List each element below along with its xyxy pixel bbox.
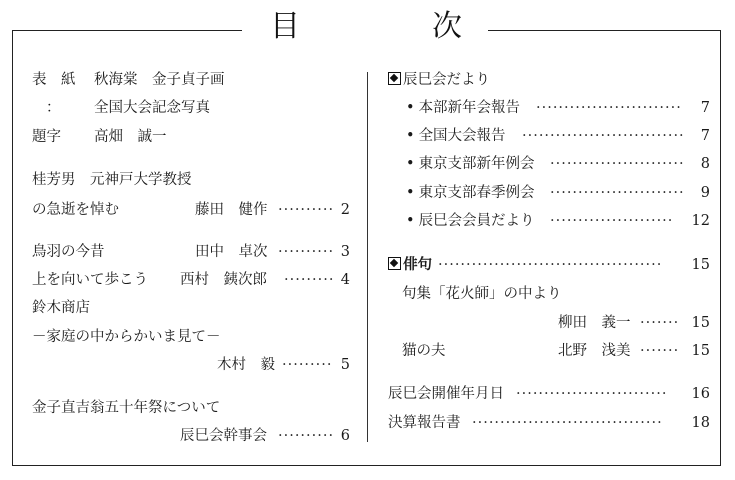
toc-entry [388,255,710,275]
toc-entry [388,126,710,146]
dot-leader: ·························· [536,100,682,116]
section1-item-label: 東京支部春季例会 [418,185,535,201]
dot-leader: ·········· [278,428,335,444]
article4-author: 木村 毅 [217,357,275,373]
title-right-char: 次 [432,9,462,44]
cover-label: 表 紙 [32,72,76,88]
article4-page: 5 [340,357,350,373]
dot-leader: ·································· [472,415,663,431]
toc-entry [388,413,710,433]
bullet-icon: • [406,128,415,144]
article1-title: 桂芳男 元神戸大学教授 [32,172,192,188]
item-dates-page: 16 [691,386,710,402]
section1-item-page: 8 [700,156,710,172]
article5-author: 辰巳会幹事会 [180,428,267,444]
section1-item-page: 9 [700,185,710,201]
article5-title-row [32,398,350,418]
article2-title: 鳥羽の今昔 [32,244,105,260]
calligraphy-label: 題字 [32,129,61,145]
cover-photo-row [32,98,350,118]
diamond-bullet-icon [388,257,401,270]
item-dates: 辰巳会開催年月日 [388,386,504,402]
column-divider [367,72,368,442]
item-accounts-page: 18 [691,415,710,431]
haiku1-title: 句集「花火師」の中より [402,286,562,302]
toc-entry [32,270,350,290]
haiku1-title-row [388,284,710,304]
dot-leader: ········· [282,357,333,373]
section2-title: 俳句 [403,256,432,273]
section2-page: 15 [691,257,710,273]
item-accounts: 決算報告書 [388,415,461,431]
haiku2-title: 猫の夫 [402,343,446,359]
article1-subtitle: の急逝を悼む [32,202,119,218]
dot-leader: ······· [640,343,680,359]
toc-entry [32,355,350,375]
toc-entry [388,313,710,333]
calligraphy-row [32,127,350,147]
article4-title-row [32,298,350,318]
article3-page: 4 [340,272,350,288]
article3-author: 西村 銕次郎 [180,272,267,288]
toc-entry [388,384,710,404]
article1-title-row [32,170,350,190]
haiku1-page: 15 [691,315,710,331]
article1-page: 2 [340,202,350,218]
title-left-char: 目 [270,9,300,44]
dot-leader: ·········· [278,244,335,260]
haiku1-author: 柳田 義一 [558,315,631,331]
dot-leader: ························ [550,185,685,201]
haiku2-page: 15 [691,343,710,359]
toc-entry [388,341,710,361]
article4-subtitle-row [32,327,350,347]
section1-item-label: 辰巳会会員だより [418,213,535,229]
article5-page: 6 [340,428,350,444]
section1-item-label: 東京支部新年例会 [418,156,535,172]
dot-leader: ········· [284,272,335,288]
cover-row [32,70,350,90]
bullet-icon: • [406,100,415,116]
toc-entry [388,98,710,118]
toc-entry [388,154,710,174]
article4-title: 鈴木商店 [32,300,90,316]
calligraphy-author: 高畑 誠一 [94,129,167,145]
toc-entry [388,183,710,203]
dot-leader: ··························· [516,386,668,402]
section1-item-label: 全国大会報告 [418,128,506,144]
bullet-icon: • [406,156,415,172]
section1-header [388,70,710,90]
article2-author: 田中 卓次 [195,244,268,260]
section1-item-page: 7 [700,100,710,116]
haiku2-author: 北野 浅美 [558,343,631,359]
dot-leader: ·········· [278,202,335,218]
cover-colon: ： [46,100,61,116]
section1-title: 辰巳会だより [403,72,490,88]
dot-leader: ····························· [522,128,685,144]
bullet-icon: • [406,185,415,201]
section1-item-page: 7 [700,128,710,144]
article5-title: 金子直吉翁五十年祭について [32,400,221,416]
toc-entry [32,200,350,220]
dot-leader: ························ [550,156,685,172]
article4-subtitle: －家庭の中からかいま見て－ [32,329,221,345]
section1-item-page: 12 [691,213,710,229]
article1-author: 藤田 健作 [195,202,268,218]
toc-entry [32,426,350,446]
dot-leader: ········································ [438,257,663,273]
bullet-icon: • [406,213,415,229]
article2-page: 3 [340,244,350,260]
toc-entry [388,211,710,231]
cover-photo: 全国大会記念写真 [94,100,210,116]
article3-title: 上を向いて歩こう [32,272,148,288]
dot-leader: ······· [640,315,680,331]
section1-item-label: 本部新年会報告 [418,100,521,116]
toc-entry [32,242,350,262]
diamond-bullet-icon [388,72,401,85]
dot-leader: ······················ [550,213,674,229]
cover-artist: 秋海棠 金子貞子画 [94,72,225,88]
